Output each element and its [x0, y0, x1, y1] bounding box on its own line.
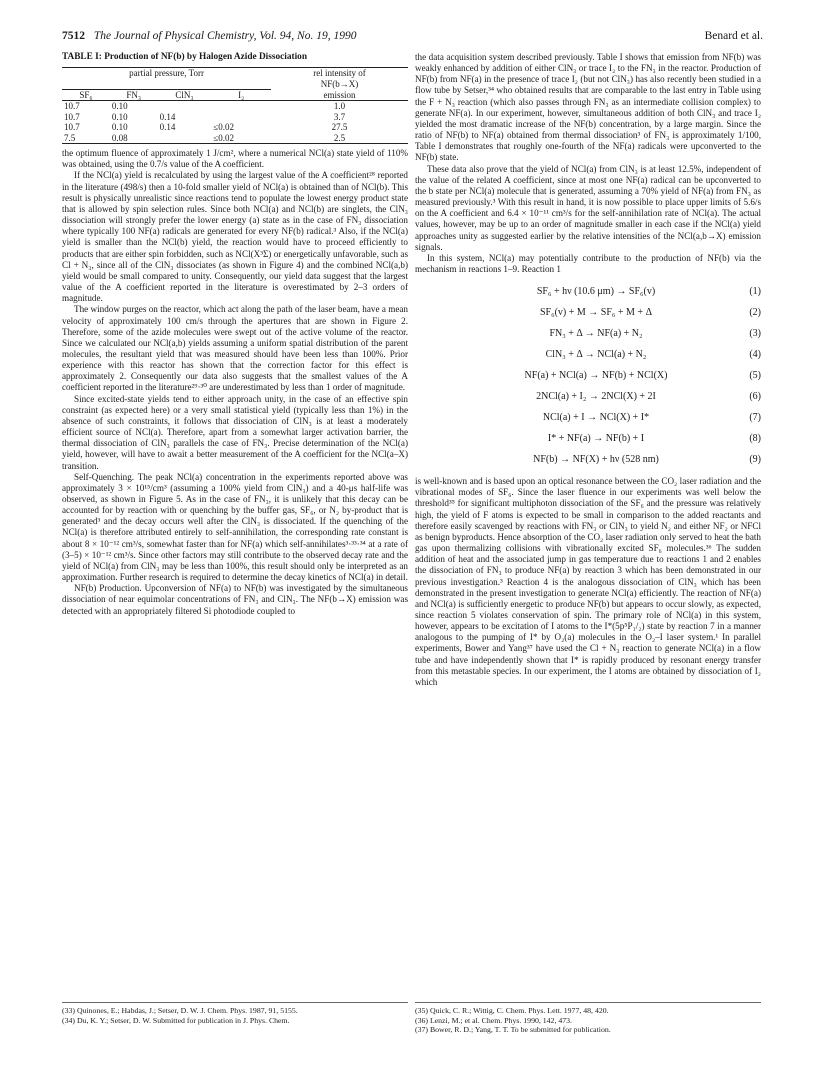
- table-cell: 0.10: [111, 101, 128, 112]
- equation-expression: 2NCl(a) + I₂ → 2NCl(X) + 2I: [536, 391, 656, 403]
- equation-number: (9): [749, 454, 761, 466]
- left-column: [62, 52, 408, 617]
- equation: [415, 365, 761, 386]
- footnote: (33) Quinones, E.; Habdas, J.; Setser, D. W. J. Chem. Phys. 1987, 91, 5155.: [62, 1006, 298, 1015]
- equation: [415, 281, 761, 302]
- body-paragraph: Self-Quenching. The peak NCl(a) concentration in the experiments reported above was approximately 3 × 10¹⁵/cm³ (assuming a 100% yield from ClN₃) and a 40-μs half-life was observed, as shown in Figure 5. As in the case of FN₃, it is unlikely that this decay can be accounted for by reaction with or quenching by the buffer gas, SF₆, or N₂ by-product that is generated³ and the decay occurs well after the ClN₃ is dissociated. If the quenching of the NCl(a) is therefore attributed entirely to self-annihilation, the corresponding rate constant is about 8 × 10⁻¹² cm³/s, somewhat faster than for NF(a) which self-annihilates³·³³·³⁴ at a rate of (3–5) × 10⁻¹² cm³/s. Since other factors may still contribute to the observed decay rate and the yield of NCl(a) from ClN₃ may be less than 100%, this result should only be interpreted as an approximation. Further research is required to determine the decay kinetics of NCl(a) in detail.: [62, 471, 408, 583]
- body-paragraph: If the NCl(a) yield is recalculated by using the largest value of the A coefficient²⁸ reported in the literature (498/s) then a 10-fold smaller yield of NCl(a) is obtained than of NCl(b). This result is physically unrealistic since reactions tend to populate the lowest energy product state that is allowed by spin selection rules. Since both NCl(a) and NCl(b) are singlets, the ClN₃ dissociation will strongly prefer the lower energy (a) state as in the case of FN₃ dissociation where typically 100 NF(a) radicals are generated for every NF(b) radical.³ Also, if the NCl(a) yield is smaller than the NCl(b) yield, the reaction would have to proceed efficiently to products that are either spin forbidden, such as NCl(X³Σ) or energetically unfavorable, such as Cl + N₃, since all of the ClN₃ dissociates (as shown in Figure 4) and the combined NCl(a,b) yield would be small compared to unity. Consequently, our yield data suggest that the largest value of the A coefficient reported in the literature is overestimated by 2–3 orders of magnitude.: [62, 170, 408, 304]
- table-cell: ≤0.02: [213, 122, 234, 133]
- equation-number: (6): [749, 391, 761, 403]
- table-cell: 0.10: [111, 111, 128, 122]
- table-intensity-header-1: rel intensity of: [271, 68, 408, 79]
- table-cell: [158, 101, 212, 112]
- table-cell: [211, 101, 271, 112]
- equation-number: (1): [749, 286, 761, 298]
- table-cell: 3.7: [333, 111, 346, 122]
- equation-number: (7): [749, 412, 761, 424]
- equation-expression: NF(a) + NCl(a) → NF(b) + NCl(X): [524, 370, 668, 382]
- footnote: (35) Quick, C. R.; Wittig, C. Chem. Phys. Lett. 1977, 48, 420.: [415, 1006, 609, 1015]
- table-col-header: I₂: [211, 89, 271, 101]
- table-group-header: partial pressure, Torr: [62, 68, 271, 79]
- table-cell: 10.7: [64, 111, 80, 122]
- table-cell: 0.14: [159, 111, 176, 122]
- table-cell: 0.10: [111, 122, 128, 133]
- table-cell: 10.7: [64, 101, 80, 112]
- equation-expression: NF(b) → NF(X) + hν (528 nm): [533, 454, 659, 466]
- table-row: [62, 122, 408, 133]
- table-row: [62, 101, 408, 112]
- equation-expression: SF₆(v) + M → SF₆ + M + Δ: [539, 307, 652, 319]
- equation: [415, 386, 761, 407]
- footnotes-left: [62, 1002, 408, 1025]
- body-paragraph: Since excited-state yields tend to either approach unity, in the case of an effective spin constraint (as expected here) or a very small statistical yield (typically less than 1%) in the absence of such constraints, it follows that dissociation of ClN₃ is at least a moderately efficient source of NCl(a). Therefore, apart from a somewhat larger activation barrier, the thermal dissociation of ClN₃ parallels the case of FN₃. Precise determination of the NCl(a) yield, however, will have to await a better measurement of the A coefficient for the NCl(a–X) transition.: [62, 393, 408, 471]
- equation-number: (2): [749, 307, 761, 319]
- table-cell: ≤0.02: [213, 132, 234, 143]
- table-cell: 0.08: [111, 132, 128, 143]
- equation-expression: ClN₃ + Δ → NCl(a) + N₂: [545, 349, 647, 361]
- equation: [415, 344, 761, 365]
- equation-number: (8): [749, 433, 761, 445]
- equation: [415, 407, 761, 428]
- equation: [415, 449, 761, 470]
- table-cell: 2.5: [333, 132, 346, 143]
- running-header: [62, 30, 356, 42]
- body-paragraph: NF(b) Production. Upconversion of NF(a) to NF(b) was investigated by the simultaneous dissociation of near equimolar concentrations of FN₃ and ClN₃. The NF(b→X) emission was detected with an appropriately filtered Si photodiode coupled to: [62, 583, 408, 616]
- footnotes-right: [415, 1002, 761, 1035]
- body-paragraph: The window purges on the reactor, which act along the path of the laser beam, have a mean velocity of approximately 100 cm/s through the apertures that are shown in Figure 2. Therefore, some of the azide molecules were swept out of the active volume of the reactor. Since we calculated our NCl(a,b) yields assuming a uniform spatial distribution of the parent molecules, the resultant yield that was measured should have been less than 100%. Prior experience with this reactor has shown that the correction factor for this effect is approximately 2. Consequently our data also suggests that the smallest values of the A coefficient reported in the literature²⁹·³⁰ are underestimated by less than 1 order of magnitude.: [62, 304, 408, 393]
- equation: [415, 302, 761, 323]
- body-paragraph: In this system, NCl(a) may potentially contribute to the production of NF(b) via the mechanism in reactions 1–9. Reaction 1: [415, 252, 761, 274]
- body-paragraph: the optimum fluence of approximately 1 J/cm², where a numerical NCl(a) state yield of 110% was obtained, using the 0.7/s value of the A coefficient.: [62, 148, 408, 170]
- table-cell: 0.14: [159, 122, 176, 133]
- equation-expression: FN₃ + Δ → NF(a) + N₂: [549, 328, 643, 340]
- data-table: [62, 67, 408, 143]
- table-cell: 7.5: [64, 132, 76, 143]
- table-cell: [158, 133, 212, 144]
- table-caption: TABLE I: Production of NF(b) by Halogen Azide Dissociation: [62, 52, 308, 62]
- table-col-header: SF₆: [62, 89, 110, 101]
- right-column: [415, 52, 761, 688]
- table-col-header: ClN₃: [158, 89, 212, 101]
- body-paragraph: These data also prove that the yield of NCl(a) from ClN₃ is at least 12.5%, independent of the value of the related A coefficient, since at most one NF(a) radical can be upconverted to the b state per NCl(a) molecule that is generated, assuming a 70% yield of NF(a) from FN₃ as measured previously.³ With this result in hand, it is now possible to place upper limits of 5.6/s on the A coefficient and 6.4 × 10⁻¹¹ cm³/s for the self-annihilation rate of NCl(a). The actual values, however, may be up to an order of magnitude smaller in each case if the NCl(a) yield approaches unity as suggested earlier by the relative intensities of the NCl(a,b→X) emission signals.: [415, 163, 761, 252]
- author-header: Benard et al.: [704, 30, 763, 42]
- equation: [415, 428, 761, 449]
- equation-number: (3): [749, 328, 761, 340]
- table-cell: 10.7: [64, 122, 80, 133]
- equation-block: [415, 281, 761, 470]
- table-cell: 1.0: [333, 101, 346, 112]
- table-row: [62, 133, 408, 144]
- footnote: (36) Lenzi, M.; et al. Chem. Phys. 1990, 142, 473.: [415, 1015, 573, 1025]
- equation-number: (4): [749, 349, 761, 361]
- footnote: (34) Du, K. Y.; Setser, D. W. Submitted for publication in J. Phys. Chem.: [62, 1015, 290, 1025]
- equation-expression: SF₆ + hν (10.6 μm) → SF₆(v): [536, 286, 656, 298]
- equation-expression: NCl(a) + I → NCl(X) + I*: [542, 412, 650, 424]
- equation-expression: I* + NF(a) → NF(b) + I: [547, 433, 645, 445]
- journal-citation: The Journal of Physical Chemistry, Vol. 94, No. 19, 1990: [93, 30, 357, 42]
- footnote: (37) Bower, R. D.; Yang, T. T. To be submitted for publication.: [415, 1025, 611, 1035]
- table-cell: 27.5: [331, 122, 348, 133]
- table-bottom-rule: [62, 143, 408, 144]
- table-cell: [211, 112, 271, 123]
- table-intensity-header-3: emission: [271, 89, 408, 101]
- equation: [415, 323, 761, 344]
- table-col-header: FN₃: [110, 89, 158, 101]
- equation-number: (5): [749, 370, 761, 382]
- body-paragraph: the data acquisition system described previously. Table I shows that emission from NF(b) was weakly enhanced by addition of either ClN₃ or trace I₂ to the FN₃ in the reactor. Production of NF(b) from NF(a) in the presence of trace I₂ (but not ClN₃) has also recently been studied in a flow tube by Setser,³⁴ who obtained results that are comparable to the last entry in Table using the F + N₃ reaction (which also passes through FN₃ as an intermediate collision complex) to generate NF(a). In our experiment, however, simultaneous addition of both ClN₃ and trace I₂ yielded the most dramatic increase of the NF(b) concentration, by a large margin. Since the ratio of NF(b) to NF(a) obtained from thermal dissociation³ of FN₃ is approximately 1/100, Table I demonstrates that roughly one-fourth of the NF(a) radicals were upconverted to the NF(b) state.: [415, 52, 761, 163]
- body-paragraph: is well-known and is based upon an optical resonance between the CO₂ laser radiation and the vibrational modes of SF₆. Since the laser fluence in our experiments was well below the threshold³⁵ for significant multiphoton dissociation of the SF₆ and the pressure was relatively high, the yield of F atoms is expected to be small in comparison to the added reactants and therefore easily scavenged by reactions with FN₃ or ClN₃ to yield N₂ and either NF₂ or NFCl as benign byproducts. Hence absorption of the CO₂ laser radiation only served to heat the bath gas upon thermalizing collisions with vibrationally excited SF₆ molecules.³⁶ The sudden addition of heat and the associated jump in gas temperature due to reactions 1 and 2 enables the dissociation of FN₃ to produce NF(a) by reaction 3 which has been demonstrated in our previous investigation.³ Reaction 4 is the analogous dissociation of ClN₃ which has been demonstrated in the present investigation to generate NCl(a) efficiently. The reaction of NF(a) and NCl(a) is sufficiently energetic to produce NF(b) but appears to occur slowly, as expected, since reaction 5 violates conservation of spin. The primary role of NCl(a) in this system, however, appears to be excitation of I atoms to the I*(5p⁵P₁/₂) state by reaction 7 in a manner analogous to the pumping of I* by O₂(a) molecules in the O₂–I laser system.¹ In parallel experiments, Bower and Yang³⁷ have used the Cl + N₃ reaction to generate NCl(a) in a flow tube and have independently shown that I* is rapidly produced by resonant energy transfer from this metastable species. In our experiment, the I atoms are obtained by dissociation of I₂ which: [415, 476, 761, 687]
- page-number: 7512: [62, 30, 85, 42]
- table-row: [62, 112, 408, 123]
- table-intensity-header-2: NF(b→X): [320, 78, 359, 89]
